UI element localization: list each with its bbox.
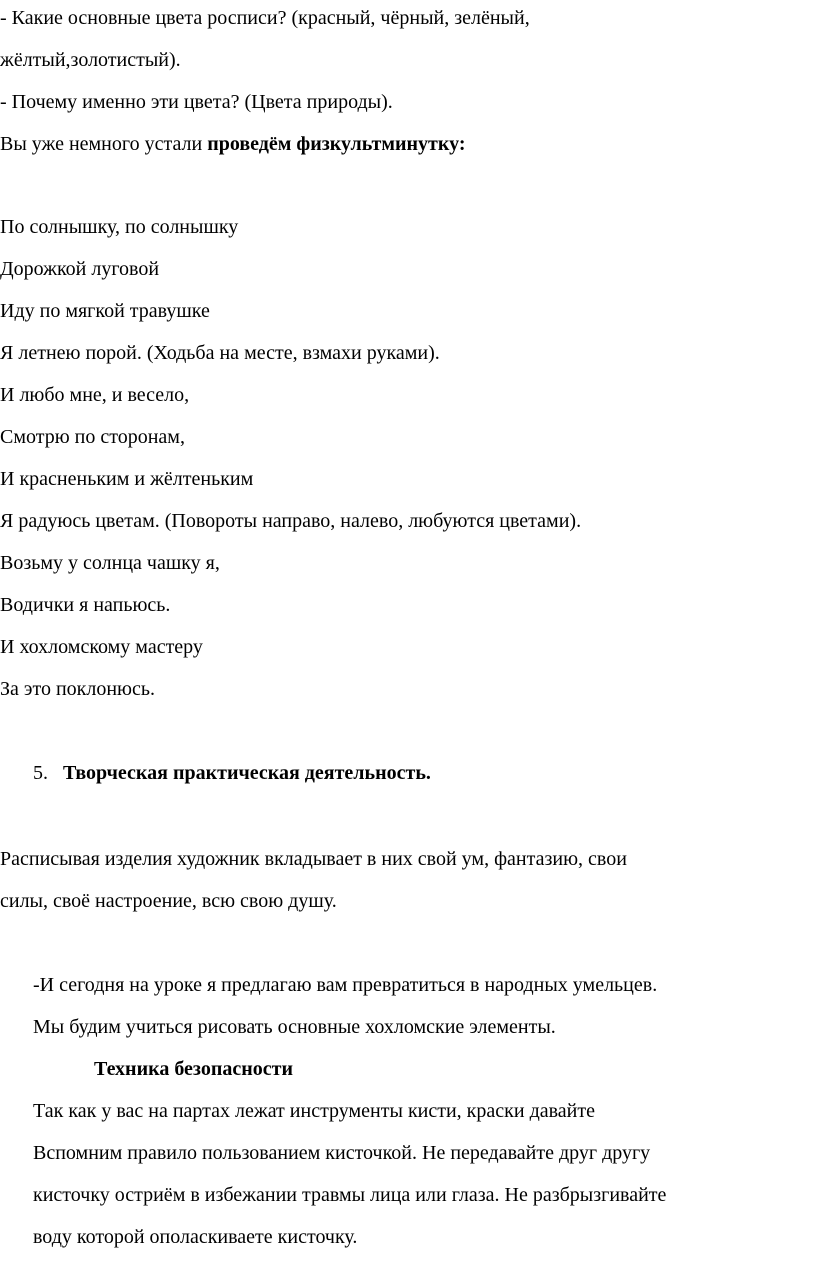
poem-line: Водички я напьюсь. [0,594,171,616]
poem-line: По солнышку, по солнышку [0,216,239,238]
intro-bold-text: проведём физкультминутку: [207,133,466,155]
poem-line: И любо мне, и весело, [0,384,190,406]
question-1-line-1: - Какие основные цвета росписи? (красный, чёрный, зелёный, [0,7,530,29]
question-1-line-2: жёлтый,золотистый). [0,49,181,71]
section-5-heading [33,761,431,785]
question-2: - Почему именно эти цвета? (Цвета природы). [0,91,393,113]
paragraph-1-line-2: силы, своё настроение, всю свою душу. [0,890,337,912]
poem-line: Смотрю по сторонам, [0,426,185,448]
paragraph-2-line-1: -И сегодня на уроке я предлагаю вам превратиться в народных умельцев. [33,974,658,996]
poem-line: Иду по мягкой травушке [0,300,210,322]
section-number: 5. [33,762,48,784]
safety-title [94,1057,293,1081]
safety-line: Вспомним правило пользованием кисточкой. Не передавайте друг другу [33,1142,651,1164]
poem-line: И хохломскому мастеру [0,636,203,658]
section-title: Творческая практическая деятельность. [63,762,431,784]
poem-line: Возьму у солнца чашку я, [0,552,220,574]
safety-line: Так как у вас на партах лежат инструменты кисти, краски давайте [33,1100,596,1122]
poem-line: Я радуюсь цветам. (Повороты направо, налево, любуются цветами). [0,510,582,532]
safety-line: кисточку остриём в избежании травмы лица или глаза. Не разбрызгивайте [33,1184,667,1206]
poem-line: За это поклонюсь. [0,678,155,700]
intro-line [0,132,466,156]
poem-line: Дорожкой луговой [0,258,160,280]
paragraph-2-line-2: Мы будим учиться рисовать основные хохломские элементы. [33,1016,556,1038]
safety-title-text: Техника безопасности [94,1058,294,1080]
poem-line: И красненьким и жёлтеньким [0,468,254,490]
safety-line: воду которой ополаскиваете кисточку. [33,1226,358,1248]
poem-line: Я летнею порой. (Ходьба на месте, взмахи руками). [0,342,440,364]
paragraph-1-line-1: Расписывая изделия художник вкладывает в них свой ум, фантазию, свои [0,848,627,870]
intro-text: Вы уже немного устали [0,133,208,155]
